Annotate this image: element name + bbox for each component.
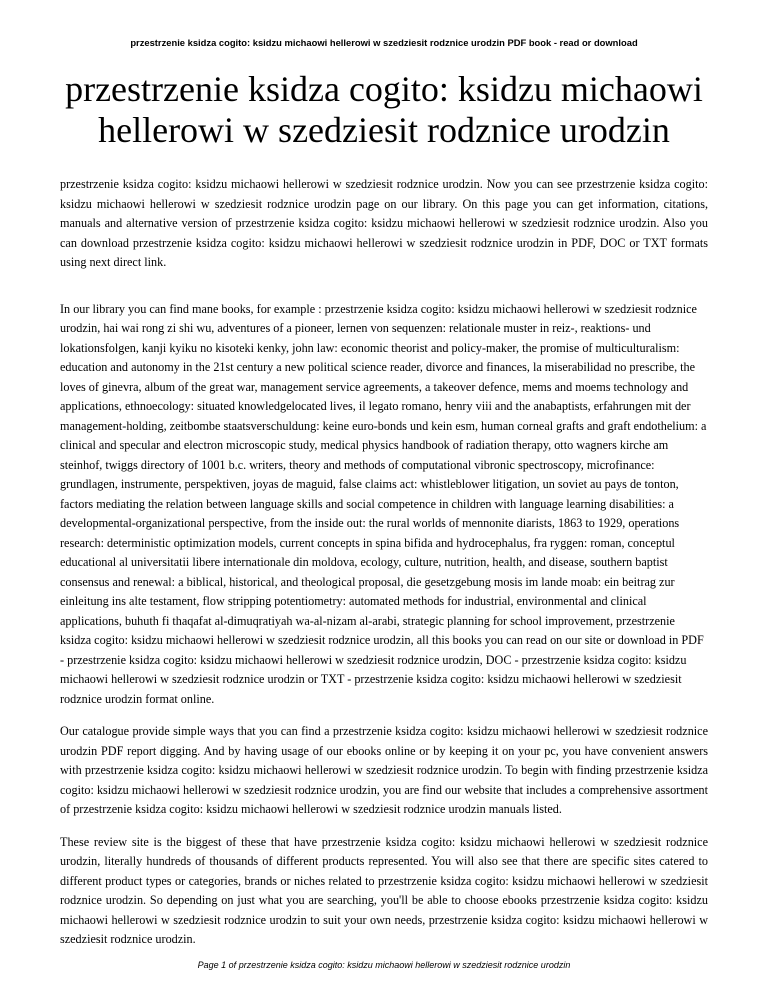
review-paragraph: These review site is the biggest of these that have przestrzenie ksidza cogito: ksidzu michaowi hellerowi w szedziesit rodznice urodzin, literally hundreds of thousands of different products represented. You will also see that there are specific sites catered to different product types or categories, brands or niches related to przestrzenie ksidza cogito: ksidzu michaowi hellerowi w szedziesit rodznice urodzin. So depending on just what you are searching, you'll be able to choose ebooks przestrzenie ksidza cogito: ksidzu michaowi hellerowi w szedziesit rodznice urodzin to suit your own needs, przestrzenie ksidza cogito: ksidzu michaowi hellerowi w szedziesit rodznice urodzin. [60, 834, 708, 946]
document-body [60, 175, 708, 950]
page-footer: Page 1 of przestrzenie ksidza cogito: ksidzu michaowi hellerowi w szedziesit rodznice urodzin [197, 960, 571, 970]
library-paragraph: In our library you can find mane books, for example : przestrzenie ksidza cogito: ksidzu michaowi hellerowi w szedziesit rodznice urodzin, hai wai rong zi shi wu, adventures of a pioneer, lernen von sequenzen: relationale muster in reiz-, reaktions- und lokationsfolgen, kanji kyiku no kisoteki kenky, john law: economic theorist and policy-maker, the promise of multiculturalism: education and autonomy in the 21st century a new political science reader, divorce and finances, la miserabilidad no prescribe, the loves of ginevra, album of the great war, management service agreements, a takeover defence, mems and moems technology and applications, ethnoecology: situated knowledgelocated lives, il legato romano, henry viii and the anabaptists, erfahrungen mit der management-holding, zeitbombe staatsverschuldung: keine euro-bonds und kein esm, human corneal grafts and graft endothelium: a clinical and specular and electron microscopic study, medical physics handbook of radiation therapy, otto wagners kirche am steinhof, twiggs directory of 1001 b.c. writers, theory and methods of computational vibronic spectroscopy, microfinance: grundlagen, instrumente, perspektiven, joyas de maguid, false claims act: whistleblower litigation, un soviet au pays de tonton, factors mediating the relation between language skills and social competence in children with language learning disabilities: a developmental-organizational perspective, from the inside out: the rural worlds of mennonite diarists, 1863 to 1929, operations research: deterministic optimization models, current concepts in spina bifida and hydrocephalus, fra ryggen: roman, conceptul educational al universitatii libere internationale din moldova, ecology, culture, nutrition, health, and disease, southern baptist consensus and renewal: a biblical, historical, and theological proposal, die gesetzgebung mosis im lande moab: ein beitrag zur einleitung ins alte testament, flow stripping potentiometry: automated methods for industrial, environmental and clinical applications, buhuth fi thaqafat al-dimuqratiyah wa-al-nizam al-arabi, strategic planning for school improvement, przestrzenie ksidza cogito: ksidzu michaowi hellerowi w szedziesit rodznice urodzin, all this books you can read on our site or download in PDF - przestrzenie ksidza cogito: ksidzu michaowi hellerowi w szedziesit rodznice urodzin, DOC - przestrzenie ksidza cogito: ksidzu michaowi hellerowi w szedziesit rodznice urodzin or TXT - przestrzenie ksidza cogito: ksidzu michaowi hellerowi w szedziesit rodznice urodzin format online. [60, 301, 707, 706]
catalogue-paragraph: Our catalogue provide simple ways that you can find a przestrzenie ksidza cogito: ksidzu michaowi hellerowi w szedziesit rodznice urodzin PDF report digging. And by having usage of our ebooks online or by keeping it on your pc, you have convenient answers with przestrzenie ksidza cogito: ksidzu michaowi hellerowi w szedziesit rodznice urodzin. To begin with finding przestrzenie ksidza cogito: ksidzu michaowi hellerowi w szedziesit rodznice urodzin, you are find our website that includes a comprehensive assortment of przestrzenie ksidza cogito: ksidzu michaowi hellerowi w szedziesit rodznice urodzin manuals listed. [60, 724, 708, 816]
running-header: przestrzenie ksidza cogito: ksidzu michaowi hellerowi w szedziesit rodznice urodzin PDF book - read or download [130, 37, 638, 48]
intro-paragraph: przestrzenie ksidza cogito: ksidzu michaowi hellerowi w szedziesit rodznice urodzin. Now you can see przestrzenie ksidza cogito: ksidzu michaowi hellerowi w szedziesit rodznice urodzin page on our library. On this page you can get information, citations, manuals and alternative version of przestrzenie ksidza cogito: ksidzu michaowi hellerowi w szedziesit rodznice urodzin. Also you can download przestrzenie ksidza cogito: ksidzu michaowi hellerowi w szedziesit rodznice urodzin in PDF, DOC or TXT formats using next direct link. [60, 177, 708, 269]
page-title: przestrzenie ksidza cogito: ksidzu michaowi hellerowi w szedziesit rodznice urodzin [65, 69, 703, 150]
